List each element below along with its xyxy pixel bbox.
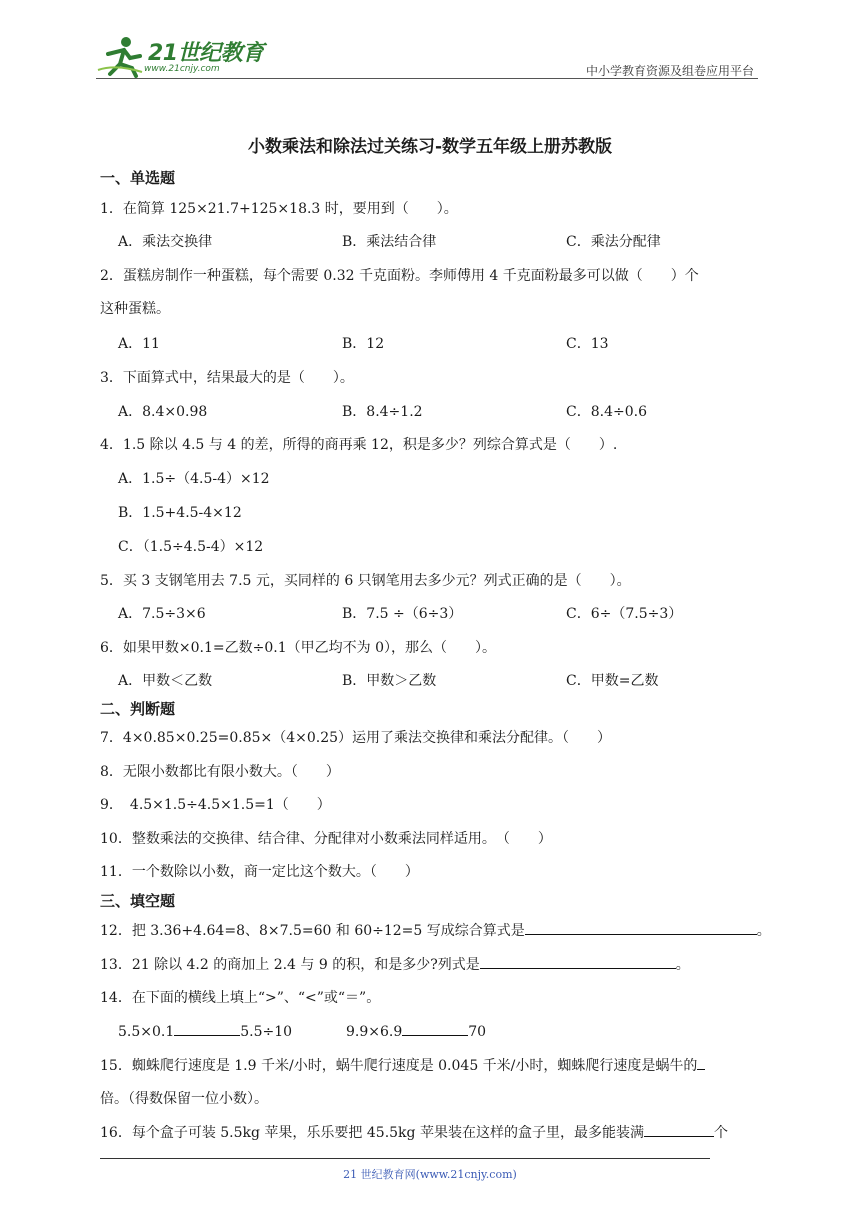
- question-5: 5．买 3 支钢笔用去 7.5 元，买同样的 6 只钢笔用去多少元？列式正确的是（ ）。: [100, 573, 631, 589]
- logo: [96, 34, 266, 78]
- q4-option-a: A．1.5÷（4.5-4）×12: [118, 471, 270, 487]
- q15-text: 15．蜘蛛爬行速度是 1.9 千米/小时，蜗牛爬行速度是 0.045 千米/小时，蜘蛛爬行速度是蜗牛的: [100, 1058, 698, 1074]
- q16-text: 16．每个盒子可装 5.5kg 苹果，乐乐要把 45.5kg 苹果装在这样的盒子里，最多能装满: [100, 1125, 644, 1141]
- platform-label: 中小学教育资源及组卷应用平台: [585, 64, 754, 78]
- q14-right-2: 70: [468, 1024, 487, 1040]
- section-fill-blank: 三、填空题: [100, 892, 176, 910]
- footer-link[interactable]: 21 世纪教育网(www.21cnjy.com): [343, 1168, 517, 1181]
- question-11: 11．一个数除以小数，商一定比这个数大。（ ）: [100, 864, 419, 880]
- q12-text: 12．把 3.36+4.64=8、8×7.5=60 和 60÷12=5 写成综合算式是: [100, 923, 525, 939]
- question-13: [100, 954, 690, 974]
- q14-left-2: 9.9×6.9: [346, 1024, 403, 1040]
- q13-answer-blank[interactable]: [480, 954, 676, 969]
- question-2-line1: 2．蛋糕房制作一种蛋糕，每个需要 0.32 千克面粉。李师傅用 4 千克面粉最多可以做（ ）个: [100, 268, 699, 284]
- q13-end: 。: [675, 957, 690, 973]
- runner-logo-icon: [96, 34, 146, 78]
- q14-item-1: [118, 1021, 292, 1040]
- footer-divider: [100, 1158, 710, 1159]
- q14-item-2: [346, 1021, 486, 1040]
- q2-option-a: A．11: [118, 336, 160, 352]
- q14-left-1: 5.5×0.1: [118, 1024, 175, 1040]
- q2-option-c: C．13: [566, 336, 609, 352]
- question-14: 14．在下面的横线上填上“>”、“<”或“＝”。: [100, 990, 381, 1006]
- q3-option-b: B．8.4÷1.2: [342, 404, 423, 420]
- logo-url: www.21cnjy.com: [144, 64, 220, 74]
- question-6: 6．如果甲数×0.1=乙数÷0.1（甲乙均不为 0），那么（ ）。: [100, 640, 496, 656]
- q5-option-b: B．7.5 ÷（6÷3）: [342, 606, 463, 622]
- question-15-line1: [100, 1055, 705, 1075]
- q3-option-a: A．8.4×0.98: [118, 404, 208, 420]
- question-1: 1．在简算 125×21.7+125×18.3 时，要用到（ ）。: [100, 201, 458, 217]
- question-15-line2: 倍。（得数保留一位小数）。: [100, 1091, 268, 1107]
- question-12: [100, 920, 771, 940]
- q6-option-c: C．甲数=乙数: [566, 673, 659, 689]
- question-9: 9． 4.5×1.5÷4.5×1.5=1（ ）: [100, 797, 331, 813]
- q1-option-a: A．乘法交换律: [118, 234, 213, 250]
- page-header: [96, 34, 758, 78]
- q2-option-b: B．12: [342, 336, 385, 352]
- q4-option-c: C．（1.5÷4.5-4）×12: [118, 539, 264, 555]
- q14-blank-1[interactable]: [174, 1021, 240, 1036]
- q12-end: 。: [756, 923, 771, 939]
- q6-option-b: B．甲数＞乙数: [342, 673, 437, 689]
- question-2-line2: 这种蛋糕。: [100, 301, 170, 317]
- question-7: 7．4×0.85×0.25=0.85×（4×0.25）运用了乘法交换律和乘法分配律。（ ）: [100, 730, 612, 746]
- q13-text: 13．21 除以 4.2 的商加上 2.4 与 9 的积，和是多少?列式是: [100, 957, 480, 973]
- q15-answer-blank[interactable]: [697, 1055, 705, 1070]
- question-8: 8．无限小数都比有限小数大。（ ）: [100, 764, 340, 780]
- q4-option-b: B．1.5+4.5-4×12: [118, 505, 242, 521]
- q6-option-a: A．甲数＜乙数: [118, 673, 213, 689]
- question-3: 3．下面算式中，结果最大的是（ ）。: [100, 370, 354, 386]
- section-true-false: 二、判断题: [100, 700, 176, 718]
- q14-right-1: 5.5÷10: [240, 1024, 293, 1040]
- q1-option-c: C．乘法分配律: [566, 234, 661, 250]
- q12-answer-blank[interactable]: [525, 920, 757, 935]
- q16-answer-blank[interactable]: [644, 1122, 714, 1137]
- q5-option-a: A．7.5÷3×6: [118, 606, 206, 622]
- header-divider: [96, 78, 758, 79]
- question-10: 10．整数乘法的交换律、结合律、分配律对小数乘法同样适用。 （ ）: [100, 831, 552, 847]
- q1-option-b: B．乘法结合律: [342, 234, 437, 250]
- q14-blank-2[interactable]: [402, 1021, 468, 1036]
- q16-end: 个: [713, 1125, 728, 1141]
- q5-option-c: C．6÷（7.5÷3）: [566, 606, 683, 622]
- question-4: 4．1.5 除以 4.5 与 4 的差，所得的商再乘 12，积是多少？列综合算式是（ ）.: [100, 437, 618, 453]
- question-16: [100, 1122, 728, 1142]
- page-title: 小数乘法和除法过关练习-数学五年级上册苏教版: [247, 137, 613, 157]
- q3-option-c: C．8.4÷0.6: [566, 404, 647, 420]
- section-single-choice: 一、单选题: [100, 169, 176, 187]
- logo-text: 21世纪教育: [148, 41, 264, 66]
